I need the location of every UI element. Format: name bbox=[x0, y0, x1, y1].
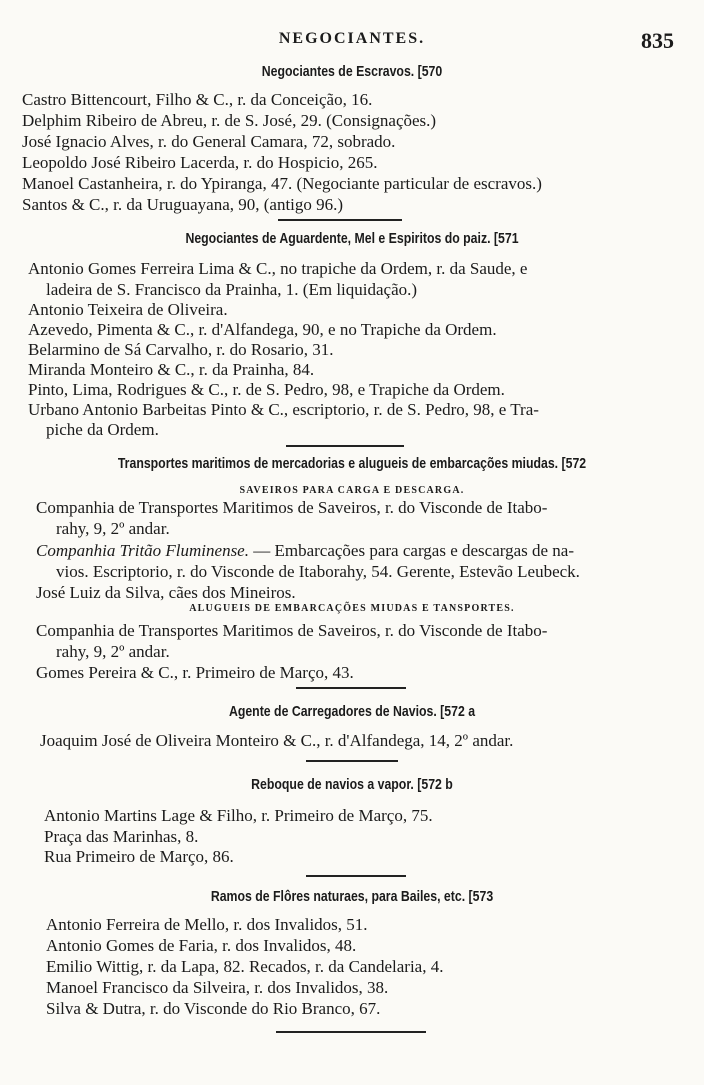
list-item: Antonio Teixeira de Oliveira. bbox=[28, 300, 228, 319]
list-item: piche da Ordem. bbox=[46, 420, 159, 439]
list-item: Emilio Wittig, r. da Lapa, 82. Recados, r. da Candelaria, 4. bbox=[46, 957, 444, 976]
subsection-title: SAVEIROS PARA CARGA E DESCARGA. bbox=[239, 485, 465, 496]
list-item: Silva & Dutra, r. do Visconde do Rio Branco, 67. bbox=[46, 999, 381, 1018]
list-item: Delphim Ribeiro de Abreu, r. de S. José, 29. (Consignações.) bbox=[22, 111, 437, 130]
list-item: Antonio Gomes Ferreira Lima & C., no trapiche da Ordem, r. da Saude, e bbox=[28, 259, 528, 278]
section-divider bbox=[278, 219, 402, 221]
list-item: Manoel Castanheira, r. do Ypiranga, 47. (Negociante particular de escravos.) bbox=[22, 174, 542, 193]
list-item: rahy, 9, 2º andar. bbox=[56, 642, 170, 661]
company-name: Companhia Tritão Fluminense. bbox=[36, 541, 249, 560]
section-title-573: Ramos de Flôres naturaes, para Bailes, etc. [573 bbox=[210, 888, 494, 905]
section-title-572a: Agente de Carregadores de Navios. [572 a bbox=[228, 703, 476, 720]
list-item: Rua Primeiro de Março, 86. bbox=[44, 847, 234, 866]
page-number: 835 bbox=[641, 28, 674, 53]
list-item: Gomes Pereira & C., r. Primeiro de Março, 43. bbox=[36, 663, 354, 682]
list-item: Miranda Monteiro & C., r. da Prainha, 84. bbox=[28, 360, 315, 379]
list-item: Pinto, Lima, Rodrigues & C., r. de S. Pedro, 98, e Trapiche da Ordem. bbox=[28, 380, 505, 399]
list-item: Joaquim José de Oliveira Monteiro & C., r. d'Alfandega, 14, 2º andar. bbox=[40, 731, 514, 750]
list-item: Azevedo, Pimenta & C., r. d'Alfandega, 90, e no Trapiche da Ordem. bbox=[28, 320, 497, 339]
list-item: Antonio Gomes de Faria, r. dos Invalidos, 48. bbox=[46, 936, 357, 955]
list-item: Manoel Francisco da Silveira, r. dos Invalidos, 38. bbox=[46, 978, 389, 997]
list-item: Urbano Antonio Barbeitas Pinto & C., escriptorio, r. de S. Pedro, 98, e Tra- bbox=[28, 400, 539, 419]
list-item: Leopoldo José Ribeiro Lacerda, r. do Hospicio, 265. bbox=[22, 153, 378, 172]
list-item: Antonio Martins Lage & Filho, r. Primeiro de Março, 75. bbox=[44, 806, 433, 825]
list-item: Praça das Marinhas, 8. bbox=[44, 827, 199, 846]
list-item bbox=[36, 540, 574, 561]
list-item: Belarmino de Sá Carvalho, r. do Rosario, 31. bbox=[28, 340, 334, 359]
list-item: Castro Bittencourt, Filho & C., r. da Conceição, 16. bbox=[22, 90, 373, 109]
list-item: José Luiz da Silva, cães dos Mineiros. bbox=[36, 583, 296, 602]
section-title-572: Transportes maritimos de mercadorias e alugueis de embarcações miudas. [572 bbox=[117, 455, 587, 472]
section-divider bbox=[276, 1031, 426, 1033]
list-item: Companhia de Transportes Maritimos de Saveiros, r. do Visconde de Itabo- bbox=[36, 498, 548, 517]
list-item: Companhia de Transportes Maritimos de Saveiros, r. do Visconde de Itabo- bbox=[36, 621, 548, 640]
section-title-572b: Reboque de navios a vapor. [572 b bbox=[251, 776, 453, 793]
list-item: rahy, 9, 2º andar. bbox=[56, 519, 170, 538]
section-divider bbox=[306, 760, 398, 762]
running-head: NEGOCIANTES. bbox=[278, 30, 426, 47]
section-title-571: Negociantes de Aguardente, Mel e Espiritos do paiz. [571 bbox=[185, 230, 519, 247]
list-item: vios. Escriptorio, r. do Visconde de Itaborahy, 54. Gerente, Estevão Leubeck. bbox=[56, 562, 580, 581]
company-description: — Embarcações para cargas e descargas de na- bbox=[248, 541, 575, 560]
section-divider bbox=[296, 687, 406, 689]
list-item: ladeira de S. Francisco da Prainha, 1. (Em liquidação.) bbox=[46, 280, 418, 299]
list-item: Antonio Ferreira de Mello, r. dos Invalidos, 51. bbox=[46, 915, 368, 934]
list-item: José Ignacio Alves, r. do General Camara, 72, sobrado. bbox=[22, 132, 396, 151]
section-divider bbox=[306, 875, 406, 877]
subsection-title: ALUGUEIS DE EMBARCAÇÕES MIUDAS E TANSPORTES. bbox=[189, 603, 515, 614]
section-title-570: Negociantes de Escravos. [570 bbox=[261, 63, 443, 80]
list-item: Santos & C., r. da Uruguayana, 90, (antigo 96.) bbox=[22, 195, 344, 214]
section-divider bbox=[286, 445, 404, 447]
